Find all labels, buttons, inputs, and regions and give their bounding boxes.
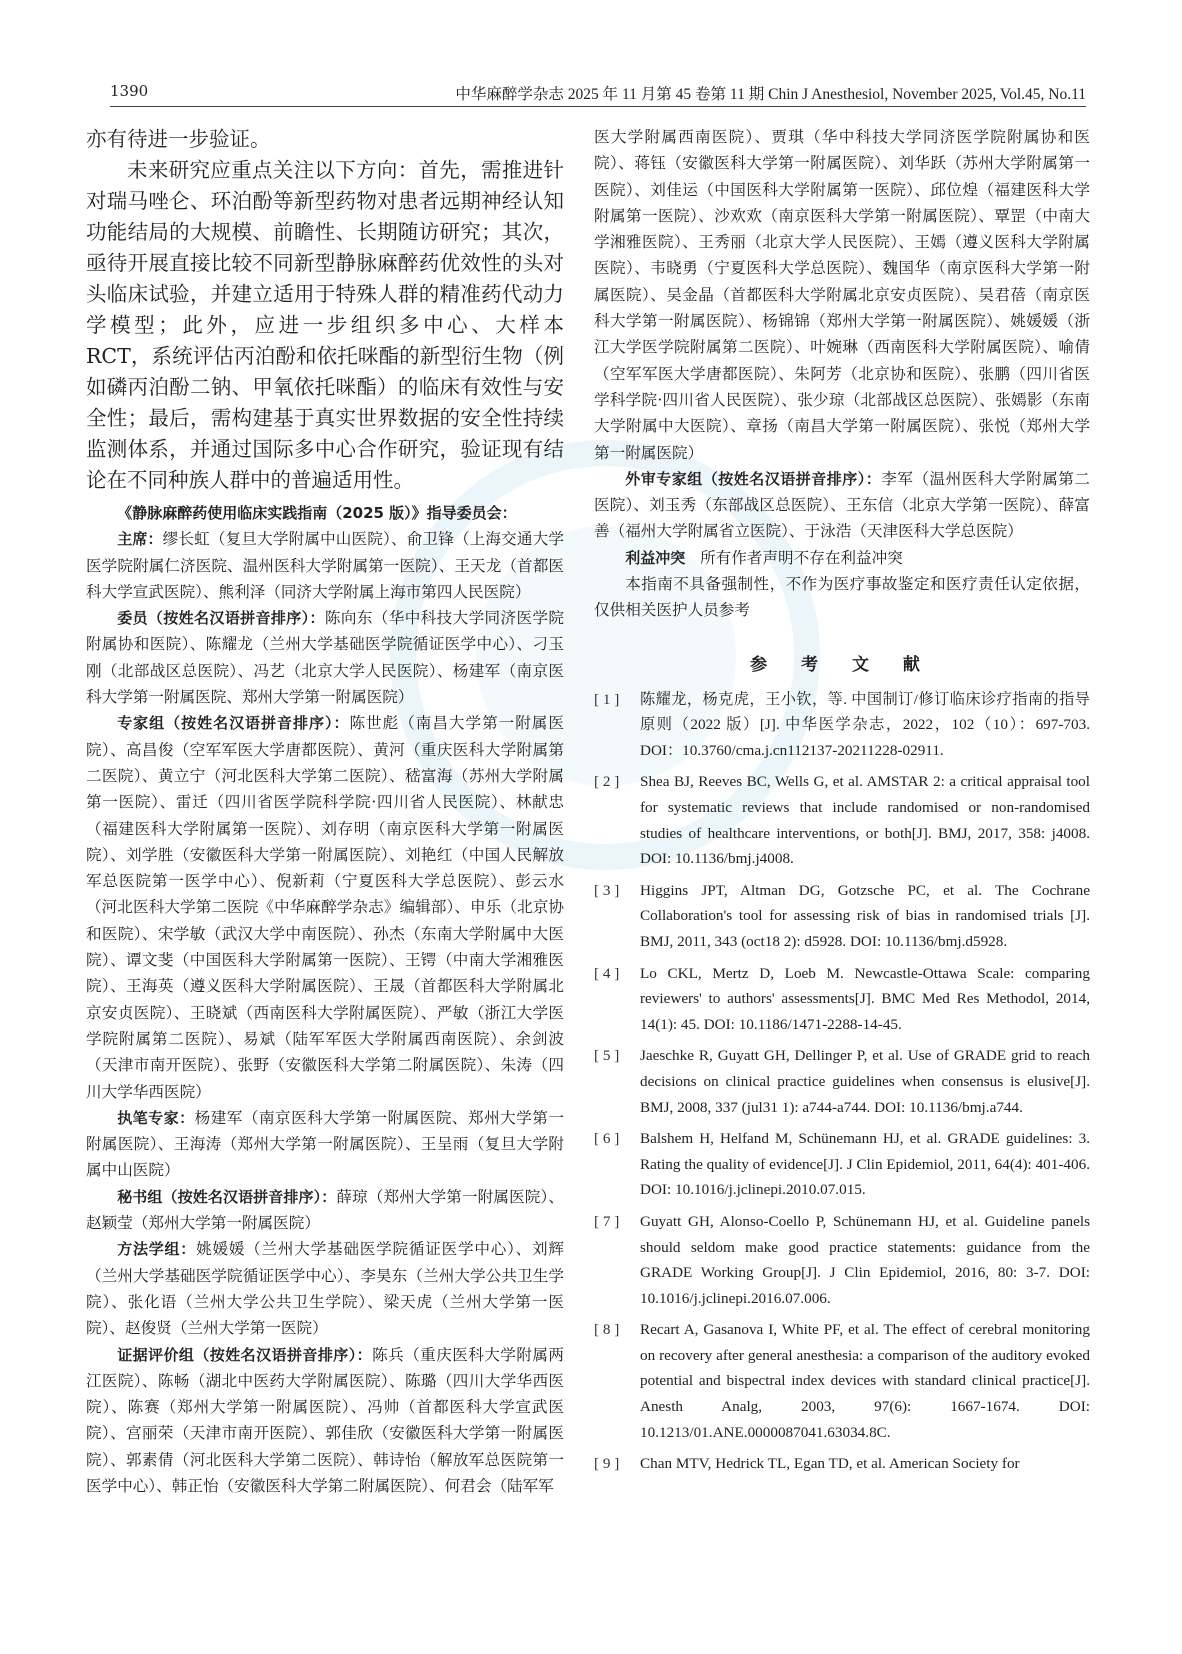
reference-text: Higgins JPT, Altman DG, Gotzsche PC, et al. The Cochrane Collaboration's tool for assessing risk of bias in randomised trials [J]. BMJ, 2011, 343 (oct18 2): d5928. DOI: 10.1136/bmj.d5928. [640, 881, 1090, 950]
committee-section: 方法学组：姚媛媛（兰州大学基础医学院循证医学中心）、刘辉（兰州大学基础医学院循证医学中心）、李昊东（兰州大学公共卫生学院）、张化语（兰州大学公共卫生学院）、梁天虎（兰州大学第一医院）、赵俊贤（兰州大学第一医院） [86, 1240, 564, 1338]
reference-item [594, 1043, 1090, 1120]
committee-title: 《静脉麻醉药使用临床实践指南（2025 版）》指导委员会： [117, 504, 517, 522]
left-column [86, 124, 564, 1499]
committee-section: 专家组（按姓名汉语拼音排序）：陈世彪（南昌大学第一附属医院）、高昌俊（空军军医大学唐都医院）、黄河（重庆医科大学附属第二医院）、黄立宁（河北医科大学第二医院）、嵇富海（苏州大学附属第一医院）、雷迁（四川省医学院科学院·四川省人民医院）、林献忠（福建医科大学附属第一医院）、刘存明（南京医科大学第一附属医院）、刘学胜（安徽医科大学第一附属医院）、刘艳红（中国人民解放军总医院第一医学中心）、倪新莉（宁夏医科大学总医院）、彭云水（河北医科大学第二医院《中华麻醉学杂志》编辑部）、申乐（北京协和医院）、宋学敏（武汉大学中南医院）、孙杰（东南大学附属中大医院）、谭文斐（中国医科大学附属第一医院）、王锷（中南大学湘雅医院）、王海英（遵义医科大学附属医院）、王晟（首都医科大学附属北京安贞医院）、王晓斌（西南医科大学附属医院）、严敏（浙江大学医学院附属第二医院）、易斌（陆军军医大学附属西南医院）、余剑波（天津市南开医院）、张野（安徽医科大学第二附属医院）、朱涛（四川大学华西医院） [86, 714, 564, 1101]
reference-text: Recart A, Gasanova I, White PF, et al. The effect of cerebral monitoring on recovery after general anesthesia: a comparison of the auditory evoked potential and bispectral index devices with standard clinical practice[J]. Anesth Analg, 2003, 97(6): 1667-1674. DOI: 10.1213/01.ANE.0000087041.63034.8C. [640, 1321, 1090, 1441]
reference-text: Balshem H, Helfand M, Schünemann HJ, et al. GRADE guidelines: 3. Rating the quality of evidence[J]. J Clin Epidemiol, 2011, 64(4): 401-406. DOI: 10.1016/j.jclinepi.2010.07.015. [640, 1130, 1090, 1199]
reference-number: [ 7 ] [594, 1212, 620, 1230]
reference-item [594, 961, 1090, 1038]
references-title: 参 考 文 献 [750, 654, 934, 675]
paragraph: 未来研究应重点关注以下方向：首先，需推进针对瑞马唑仑、环泊酚等新型药物对患者远期神经认知功能结局的大规模、前瞻性、长期随访研究；其次，亟待开展直接比较不同新型静脉麻醉药优效性的头对头临床试验，并建立适用于特殊人群的精准药代动力学模型；此外，应进一步组织多中心、大样本 RCT，系统评估丙泊酚和依托咪酯的新型衍生物（例如磷丙泊酚二钠、甲氧依托咪酯）的临床有效性与安全性；最后，需构建基于真实世界数据的安全性持续监测体系，并通过国际多中心合作研究，验证现有结论在不同种族人群中的普遍适用性。 [86, 158, 564, 492]
reference-item [594, 1126, 1090, 1203]
right-column [594, 124, 1090, 1483]
reference-text: Chan MTV, Hedrick TL, Egan TD, et al. American Society for [640, 1455, 1020, 1473]
reference-text: Lo CKL, Mertz D, Loeb M. Newcastle-Ottawa Scale: comparing reviewers' to authors' assessments[J]. BMC Med Res Methodol, 2014, 14(1): 45. DOI: 10.1186/1471-2288-14-45. [640, 964, 1090, 1033]
reference-item [594, 878, 1090, 955]
committee-section: 委员（按姓名汉语拼音排序）：陈向东（华中科技大学同济医学院附属协和医院）、陈耀龙（兰州大学基础医学院循证医学中心）、刁玉刚（北部战区总医院）、冯艺（北京大学人民医院）、杨建军（南京医科大学第一附属医院、郑州大学第一附属医院） [86, 609, 564, 707]
reference-number: [ 3 ] [594, 881, 620, 899]
committee-section: 证据评价组（按姓名汉语拼音排序）：陈兵（重庆医科大学附属两江医院）、陈畅（湖北中医药大学附属医院）、陈璐（四川大学华西医院）、陈赛（郑州大学第一附属医院）、冯帅（首都医科大学宣武医院）、宫丽荣（天津市南开医院）、郭佳欣（安徽医科大学第一附属医院）、郭素倩（河北医科大学第二医院）、韩诗怡（解放军总医院第一医学中心）、韩正怡（安徽医科大学第二附属医院）、何君会（陆军军 [86, 1345, 564, 1495]
reference-item [594, 1209, 1090, 1311]
committee-section: 秘书组（按姓名汉语拼音排序）：薛琼（郑州大学第一附属医院）、赵颖莹（郑州大学第一附属医院） [86, 1187, 564, 1233]
committee-section: 主席：缪长虹（复旦大学附属中山医院）、俞卫锋（上海交通大学医学院附属仁济医院、温州医科大学附属第一医院）、王天龙（首都医科大学宣武医院）、熊利泽（同济大学附属上海市第四人民医院） [86, 530, 564, 601]
reference-text: Shea BJ, Reeves BC, Wells G, et al. AMSTAR 2: a critical appraisal tool for systematic reviews that include randomised or non-randomised studies of healthcare interventions, or both[J]. BMJ, 2017, 358: j4008. DOI: 10.1136/bmj.j4008. [640, 773, 1090, 868]
reference-item [594, 769, 1090, 871]
reference-number: [ 9 ] [594, 1455, 620, 1473]
journal-info: 中华麻醉学杂志 2025 年 11 月第 45 卷第 11 期 Chin J Anesthesiol, November 2025, Vol.45, No.11 [455, 86, 1086, 103]
reference-number: [ 6 ] [594, 1130, 620, 1148]
reference-item [594, 1317, 1090, 1445]
reference-number: [ 4 ] [594, 964, 620, 982]
committee-sections [86, 526, 564, 1499]
external-reviewers: 外审专家组（按姓名汉语拼音排序）：李军（温州医科大学附属第二医院）、刘玉秀（东部战区总医院）、王东信（北京大学第一医院）、薛富善（福州大学附属省立医院）、于泳浩（天津医科大学总医院） [594, 469, 1090, 541]
page-header [110, 82, 1086, 107]
reference-text: Guyatt GH, Alonso-Coello P, Schünemann HJ, et al. Guideline panels should seldom make good practice statements: guidance from the GRADE Working Group[J]. J Clin Epidemiol, 2016, 80: 3-7. DOI: 10.1016/j.jclinepi.2016.07.006. [640, 1212, 1090, 1307]
reference-item [594, 1451, 1090, 1477]
reference-text: 陈耀龙，杨克虎，王小钦，等. 中国制订/修订临床诊疗指南的指导原则（2022 版）[J]. 中华医学杂志，2022，102（10）：697-703. DOI：10.3760/cma.j.cn112137-20211228-02911. [640, 690, 1090, 759]
page-number: 1390 [110, 82, 149, 100]
reference-list [594, 687, 1090, 1477]
committee-section: 执笔专家：杨建军（南京医科大学第一附属医院、郑州大学第一附属医院）、王海涛（郑州大学第一附属医院）、王呈雨（复旦大学附属中山医院） [86, 1108, 564, 1180]
reference-number: [ 2 ] [594, 773, 620, 791]
paragraph: 亦有待进一步验证。 [86, 127, 271, 151]
reference-item [594, 687, 1090, 764]
reference-number: [ 1 ] [594, 690, 620, 708]
reference-text: Jaeschke R, Guyatt GH, Dellinger P, et al. Use of GRADE grid to reach decisions on clinical practice guidelines when consensus is elusive[J]. BMJ, 2008, 337 (jul31 1): a744-a744. DOI: 10.1136/bmj.a744. [640, 1047, 1090, 1116]
paragraph: 医大学附属西南医院）、贾琪（华中科技大学同济医学院附属协和医院）、蒋钰（安徽医科大学第一附属医院）、刘华跃（苏州大学附属第一医院）、刘佳运（中国医科大学附属第一医院）、邱位煌（福建医科大学附属第一医院）、沙欢欢（南京医科大学第一附属医院）、覃罡（中南大学湘雅医院）、王秀丽（北京大学人民医院）、王嫣（遵义医科大学附属医院）、韦晓勇（宁夏医科大学总医院）、魏国华（南京医科大学第一附属医院）、吴金晶（首都医科大学附属北京安贞医院）、吴君蓓（南京医科大学第一附属医院）、杨锦锦（郑州大学第一附属医院）、姚媛媛（浙江大学医学院附属第二医院）、叶婉琳（西南医科大学附属医院）、喻倩（空军军医大学唐都医院）、朱阿芳（北京协和医院）、张鹏（四川省医学科学院·四川省人民医院）、张少琼（北部战区总医院）、张嫣影（东南大学附属中大医院）、章扬（南昌大学第一附属医院）、张悦（郑州大学第一附属医院） [594, 128, 1090, 462]
reference-number: [ 5 ] [594, 1047, 620, 1065]
disclaimer: 本指南不具备强制性，不作为医疗事故鉴定和医疗责任认定依据，仅供相关医护人员参考 [594, 575, 1090, 620]
reference-number: [ 8 ] [594, 1321, 620, 1339]
conflict-of-interest: 利益冲突 所有作者声明不存在利益冲突 [625, 548, 903, 567]
